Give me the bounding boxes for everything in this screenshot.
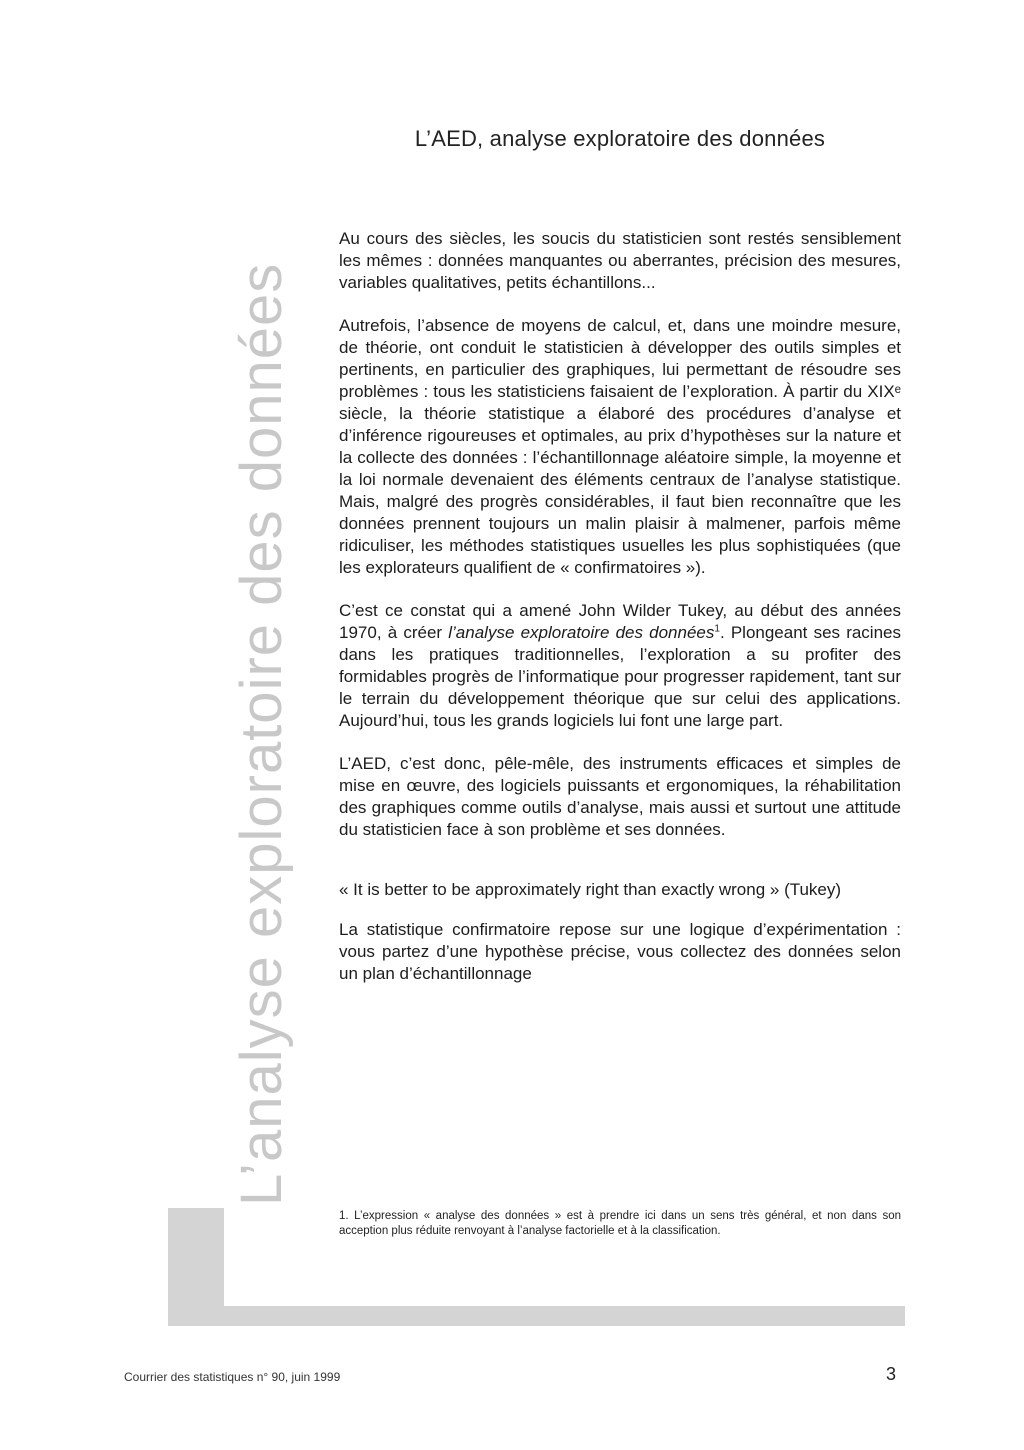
article-body — [339, 228, 901, 1006]
footnote-marker: 1 — [714, 623, 720, 635]
page-title: L’AED, analyse exploratoire des données — [414, 126, 826, 151]
vertical-section-title: L’analyse exploratoire des données — [229, 262, 294, 1206]
footnote: 1. L’expression « analyse des données » est à prendre ici dans un sens très général, et non dans son acception plus réduite renvoyant à l’analyse factorielle et à la classification. — [339, 1210, 901, 1237]
paragraph-5: La statistique confirmatoire repose sur une logique d’expérimentation : vous partez d’une hypothèse précise, vous collectez des données selon un plan d’échantillonnage — [339, 920, 901, 983]
paragraph-3-start: C’est ce constat qui a amené John Wilder Tukey, au début des années 1970, à créer — [339, 601, 901, 642]
tukey-quote: « It is better to be approximately right than exactly wrong » (Tukey) — [339, 880, 842, 899]
paragraph-2: Autrefois, l’absence de moyens de calcul, et, dans une moindre mesure, de théorie, ont conduit le statisticien à développer des outils simples et pertinents, en particulier des graphiques, lui permettant de résoudre ses problèmes : tous les statisticiens faisaient de l’exploration. À partir du XIXᵉ siècle, la théorie statistique a élaboré des procédures d’analyse et d’inférence rigoureuses et optimales, au prix d’hypothèses sur la nature et la collecte des données : l’échantillonnage aléatoire simple, la moyenne et la loi normale devenaient des éléments centraux de l’analyse statistique. Mais, malgré des progrès considérables, il faut bien reconnaître que les données prennent toujours un malin plaisir à malmener, parfois même ridiculiser, les méthodes statistiques usuelles les plus sophistiquées (que les explorateurs qualifient de « confirmatoires »). — [339, 316, 901, 577]
page-number: 3 — [886, 1364, 897, 1384]
journal-citation: Courrier des statistiques n° 90, juin 1999 — [124, 1370, 341, 1384]
decorative-horizontal-bar — [168, 1306, 905, 1326]
paragraph-1: Au cours des siècles, les soucis du statisticien sont restés sensiblement les mêmes : données manquantes ou aberrantes, précision des mesures, variables qualitatives, petits échantillons... — [339, 229, 901, 292]
paragraph-4: L’AED, c’est donc, pêle-mêle, des instruments efficaces et simples de mise en œuvre, des logiciels puissants et ergonomiques, la réhabilitation des graphiques comme outils d’analyse, mais aussi et surtout une attitude du statisticien face à son problème et ses données. — [339, 754, 901, 839]
paragraph-3-end: . Plongeant ses racines dans les pratiques traditionnelles, l’exploration a su profiter des formidables progrès de l’informatique pour progresser rapidement, tant sur le terrain du développement théorique que sur celui des applications. Aujourd’hui, tous les grands logiciels lui font une large part. — [339, 623, 901, 730]
paragraph-3 — [339, 600, 901, 732]
paragraph-3-emphasis: l’analyse exploratoire des données — [448, 623, 715, 642]
